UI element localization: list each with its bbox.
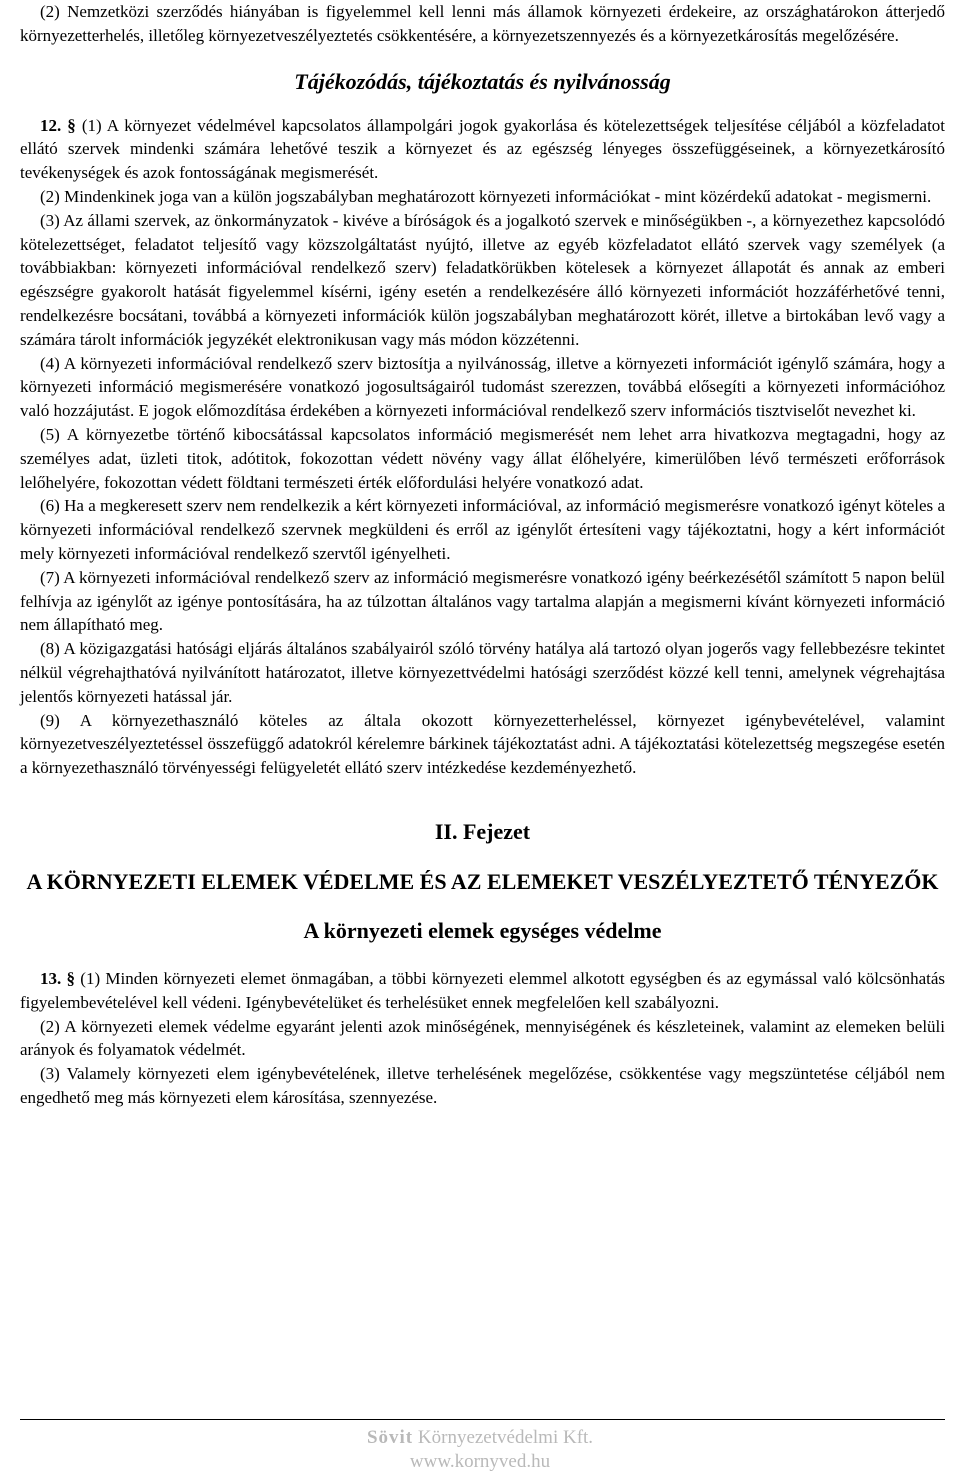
footer-company: Környezetvédelmi Kft. [413, 1427, 594, 1448]
paragraph: (2) A környezeti elemek védelme egyaránt jelenti azok minőségének, mennyiségének és készleteinek, valamint az elemeken belüli arányok és folyamatok védelmét. [20, 1016, 945, 1060]
section-12-number: 12. § [40, 115, 76, 135]
paragraph: (9) A környezethasználó köteles az általa okozott környezetterheléssel, környezet igénybevételével, valamint környezetveszélyeztetéssel összefüggő adatokról kérelemre bárkinek tájékoztatást adni. A tájékoztatási kötelezettség megszegése esetén a környezethasználó törvényességi felügyeletét ellátó szerv intézkedése kezdeményezhető. [20, 710, 945, 778]
chapter-subtitle: A környezeti elemek egységes védelme [303, 917, 662, 943]
footer-url: www.kornyved.hu [409, 1451, 551, 1472]
section-12-paragraphs [20, 185, 945, 780]
paragraph: (5) A környezetbe történő kibocsátással kapcsolatos információ megismerését nem lehet arra hivatkozva megtagadni, hogy az személyes adat, üzleti titok, adótitok, fokozottan védett növény vagy állat élőhelyére, kimerülőben lévő természeti erőforrások lelőhelyére, fokozottan védett földtani természeti érték előfordulási helyére vonatkozó adat. [20, 424, 945, 492]
document-page [20, 0, 945, 1110]
section-12-first-paragraph [20, 114, 945, 185]
paragraph: (3) Az állami szervek, az önkormányzatok - kivéve a bíróságok és a jogalkotó szervek e minőségükben -, a környezethez kapcsolódó kötelezettséget, feladatot teljesítő vagy közszolgáltatást nyújtó, illetve az egyéb közfeladatot ellátó szervek vagy személyek (a továbbiakban: környezeti információval rendelkező szerv) feladatkörükben kötelesek a környezet állapotát és annak az emberi egészségre gyakorolt hatását figyelemmel kísérni, igény esetén a rendelkezésére álló környezeti információt hozzáférhetővé tenni, rendelkezésre bocsátani, továbbá a környezeti információk külön jogszabályban meghatározott körét, illetve a birtokában levő vagy a számára tárolt információk jegyzékét elektronikusan vagy más módon közzétenni. [20, 210, 945, 349]
footer-divider [20, 1419, 945, 1420]
footer-brand: Sövit [366, 1427, 414, 1448]
footer-watermark [0, 1426, 960, 1474]
section-13-first-paragraph [20, 967, 945, 1015]
paragraph: (7) A környezeti információval rendelkező szerv az információ megismerésre vonatkozó igény beérkezésétől számított 5 napon belül felhívja az igénylőt az igénye pontosítására, ha az túlzottan általános vagy tartalma alapján a megismerni kívánt környezeti információ nem állapítható meg. [20, 567, 945, 635]
section-heading: Tájékozódás, tájékoztatás és nyilvánosság [294, 68, 671, 94]
intro-paragraphs [20, 0, 945, 48]
section-13-paragraphs [20, 1015, 945, 1110]
section-12 [20, 114, 945, 780]
paragraph: (3) Valamely környezeti elem igénybevételének, illetve terhelésének megelőzése, csökkentése vagy megszüntetése céljából nem engedhető meg más környezeti elem károsítása, szennyezése. [20, 1064, 945, 1107]
paragraph: (4) A környezeti információval rendelkező szerv biztosítja a nyilvánosság, illetve a környezeti információt igénylő számára, hogy a környezeti információ megismerésére vonatkozó jogosultságairól tudomást szerezzen, továbbá elősegíti a környezeti információhoz való hozzájutást. E jogok előmozdítása érdekében a környezeti információval rendelkező szerv információs tisztviselőt nevezhet ki. [20, 353, 945, 421]
section-13-text: (1) Minden környezeti elemet önmagában, a többi környezeti elemmel alkotott egységben és az egymással való kölcsönhatás figyelembevételével kell védeni. Igénybevételüket és terhelésüket ennek megfelelően kell szabályozni. [20, 968, 946, 1012]
section-13-number: 13. § [40, 968, 76, 988]
chapter-number: II. Fejezet [434, 818, 531, 844]
paragraph: (6) Ha a megkeresett szerv nem rendelkezik a kért környezeti információval, az információ megismerésre vonatkozó igényt köteles a környezeti információval rendelkező szervnek megküldeni és erről az igénylőt értesíteni vagy tájékoztatni, hogy a kért információt mely környezeti információval rendelkező szervtől igényelheti. [20, 496, 945, 563]
chapter-title: A KÖRNYEZETI ELEMEK VÉDELME ÉS AZ ELEMEKET VESZÉLYEZTETŐ TÉNYEZŐK [26, 868, 939, 894]
section-12-text: (1) A környezet védelmével kapcsolatos állampolgári jogok gyakorlása és kötelezettségek teljesítése céljából a közfeladatot ellátó szervek mindenki számára lehetővé teszik a környezet és az egészség lényeges összefüggéseinek, a környezetkárosító tevékenységek és azok fontosságának megismerését. [20, 115, 946, 183]
paragraph: (2) Mindenkinek joga van a külön jogszabályban meghatározott környezeti információkat - mint közérdekű adatokat - megismerni. [40, 186, 932, 206]
paragraph: (8) A közigazgatási hatósági eljárás általános szabályairól szóló törvény hatálya alá tartozó olyan jogerős vagy fellebbezésre tekintet nélkül végrehajthatóvá nyilvánított határozatot, illetve környezettvédelmi hatósági szerződést közzé kell tenni, amelynek végrehajtása jelentős környezeti hatással jár. [20, 639, 945, 706]
section-13 [20, 967, 945, 1110]
paragraph: (2) Nemzetközi szerződés hiányában is figyelemmel kell lenni más államok környezeti érdekeire, az országhatárokon átterjedő környezetterhelés, illetőleg környezetveszélyeztetés csökkentésére, a környezetszennyezés és a környezetkárosítás megelőzésére. [20, 2, 945, 45]
